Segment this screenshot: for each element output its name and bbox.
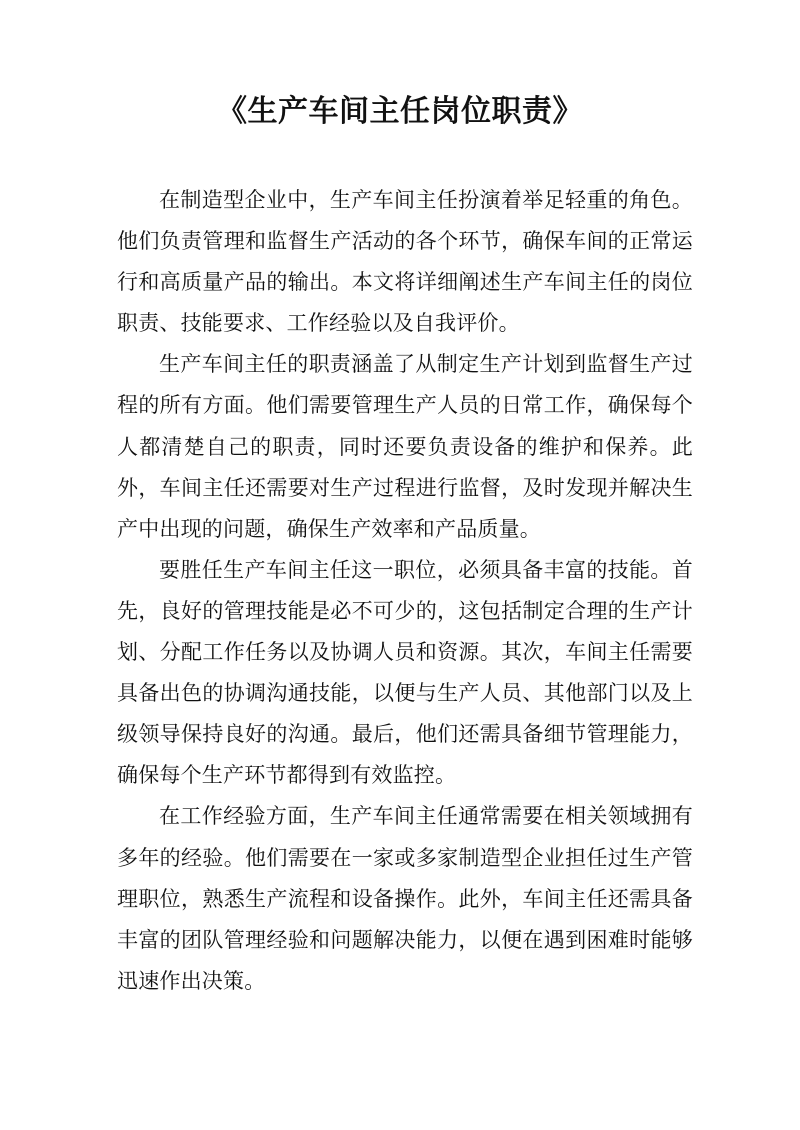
paragraph-responsibilities: 生产车间主任的职责涵盖了从制定生产计划到监督生产过程的所有方面。他们需要管理生产人员的日常工作，确保每个人都清楚自己的职责，同时还要负责设备的维护和保养。此外，车间主任还需要对生产过程进行监督，及时发现并解决生产中出现的问题，确保生产效率和产品质量。 [117, 352, 693, 541]
paragraph-intro: 在制造型企业中，生产车间主任扮演着举足轻重的角色。他们负责管理和监督生产活动的各个环节，确保车间的正常运行和高质量产品的输出。本文将详细阐述生产车间主任的岗位职责、技能要求、工作经验以及自我评价。 [117, 188, 693, 336]
paragraph-experience: 在工作经验方面，生产车间主任通常需要在相关领域拥有多年的经验。他们需要在一家或多家制造型企业担任过生产管理职位，熟悉生产流程和设备操作。此外，车间主任还需具备丰富的团队管理经验和问题解决能力，以便在遇到困难时能够迅速作出决策。 [117, 804, 693, 993]
paragraph-skills: 要胜任生产车间主任这一职位，必须具备丰富的技能。首先，良好的管理技能是必不可少的，这包括制定合理的生产计划、分配工作任务以及协调人员和资源。其次，车间主任需要具备出色的协调沟通技能，以便与生产人员、其他部门以及上级领导保持良好的沟通。最后，他们还需具备细节管理能力，确保每个生产环节都得到有效监控。 [117, 557, 693, 788]
document-title: 《生产车间主任岗位职责》 [217, 94, 583, 129]
document-body [117, 180, 693, 1002]
